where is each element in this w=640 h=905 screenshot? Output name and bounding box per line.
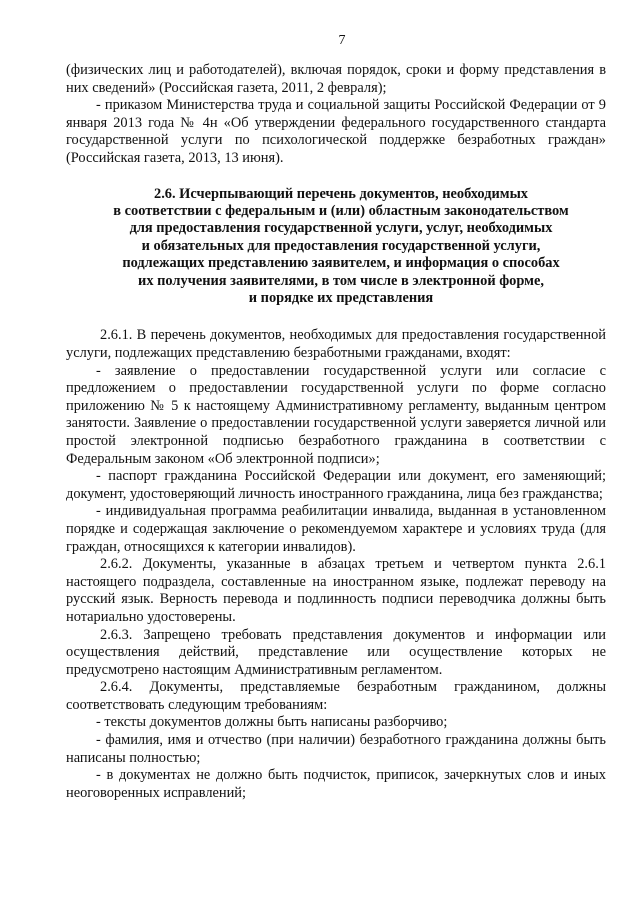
list-item-legible: - тексты документов должны быть написаны разборчиво;	[96, 714, 448, 731]
paragraph-2-6-3: 2.6.3. Запрещено требовать представления документов и информации или осуществления действий, представление или осуществление которых не предусмотрено настоящим Административным регламентом.	[66, 626, 606, 678]
heading-line-3: для предоставления государственной услуги, услуг, необходимых	[129, 220, 553, 237]
paragraph-2-6-4: 2.6.4. Документы, представляемые безработным гражданином, должны соответствовать следующим требованиям:	[66, 679, 606, 713]
paragraph-2-6-2: 2.6.2. Документы, указанные в абзацах третьем и четвертом пункта 2.6.1 настоящего подраздела, составленные на иностранном языке, подлежат переводу на русский язык. Верность перевода и подлинность подписи переводчика должны быть нотариально удостоверены.	[66, 556, 606, 625]
heading-line-5: подлежащих представлению заявителем, и информация о способах	[122, 255, 560, 272]
list-item-no-corrections: - в документах не должно быть подчисток, приписок, зачеркнутых слов и иных неоговоренных исправлений;	[66, 767, 606, 801]
intro-paragraph-1: (физических лиц и работодателей), включая порядок, сроки и форму представления в них сведений» (Российская газета, 2011, 2 февраля);	[66, 62, 606, 96]
heading-line-1: 2.6. Исчерпывающий перечень документов, необходимых	[154, 185, 528, 202]
list-item-rehabilitation-program: - индивидуальная программа реабилитации инвалида, выданная в установленном порядке и содержащая заключение о рекомендуемом характере и условиях труда (для граждан, относящихся к категории инвалидов).	[66, 503, 606, 555]
list-item-full-name: - фамилия, имя и отчество (при наличии) безработного гражданина должны быть написаны полностью;	[66, 732, 606, 766]
list-item-passport: - паспорт гражданина Российской Федерации или документ, его заменяющий; документ, удостоверяющий личность иностранного гражданина, лица без гражданства;	[66, 468, 606, 502]
section-heading	[66, 186, 606, 308]
heading-line-2: в соответствии с федеральным и (или) областным законодательством	[113, 202, 569, 219]
intro-paragraph-2: - приказом Министерства труда и социальной защиты Российской Федерации от 9 января 2013 года № 4н «Об утверждении федерального государственного стандарта государственной услуги по психологической поддержке безработных граждан» (Российская газета, 2013, 13 июня).	[66, 97, 606, 166]
paragraph-2-6-1: 2.6.1. В перечень документов, необходимых для предоставления государственной услуги, подлежащих представлению безработными гражданами, входят:	[66, 327, 606, 361]
heading-line-6: их получения заявителями, в том числе в электронной форме,	[138, 272, 544, 289]
list-item-application: - заявление о предоставлении государственной услуги или согласие с предложением о предоставлении государственной услуги по форме согласно приложению № 5 к настоящему Административному регламенту, выданным центром занятости. Заявление о предоставлении государственной услуги заверяется личной или простой электронной подписью безработного гражданина в соответствии с Федеральным законом «Об электронной подписи»;	[66, 362, 606, 467]
heading-line-4: и обязательных для предоставления государственной услуги,	[141, 237, 541, 254]
heading-line-7: и порядке их представления	[248, 290, 434, 306]
page-number: 7	[338, 33, 346, 48]
